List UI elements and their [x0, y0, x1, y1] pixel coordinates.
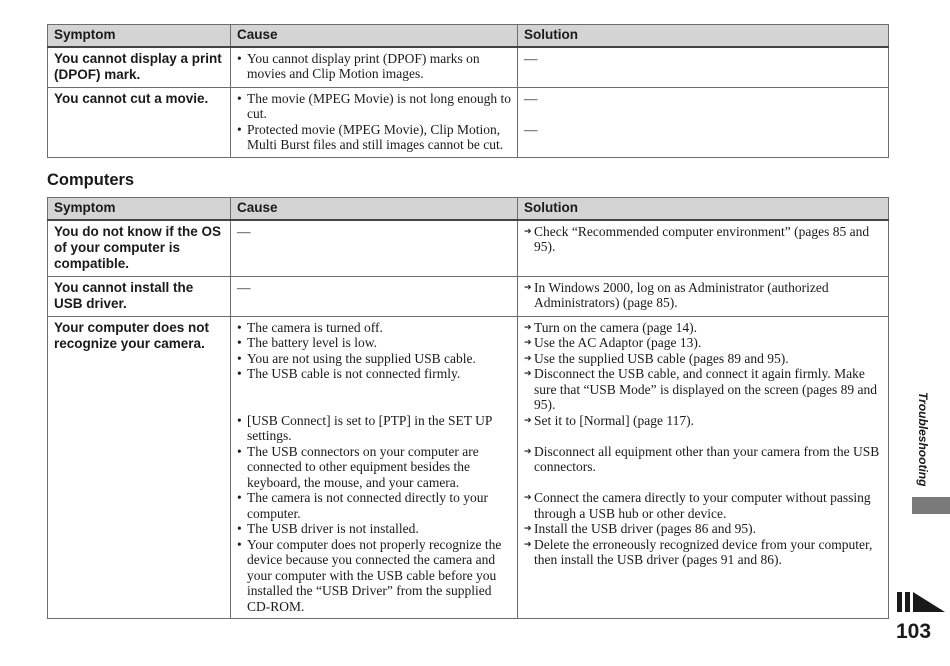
cause-item: • You cannot display print (DPOF) marks on movies and Clip Motion images.: [237, 50, 480, 81]
bullet-icon: •: [237, 90, 242, 106]
bullet-icon: •: [237, 366, 242, 381]
header-cause: Cause: [231, 25, 518, 47]
header-solution: Solution: [518, 198, 889, 220]
table-header-row: [48, 198, 889, 220]
bullet-icon: •: [237, 121, 242, 137]
solution-item: ➔ Set it to [Normal] (page 117).: [524, 412, 694, 428]
arrow-right-icon: ➔: [524, 338, 532, 348]
section-side-label: Troubleshooting: [916, 392, 930, 487]
cause-dash: —: [237, 279, 251, 295]
playback-troubleshooting-table: [47, 24, 889, 158]
bullet-icon: •: [237, 335, 242, 350]
solution-item: ➔ Disconnect the USB cable, and connect it again firmly. Make sure that “USB Mode” is displayed on the screen (pages 89 and 95).: [524, 366, 878, 412]
cause-cell: [231, 276, 518, 316]
solution-item: ➔ Check “Recommended computer environment” (pages 85 and 95).: [524, 223, 870, 254]
cause-item: • The movie (MPEG Movie) is not long enough to cut.: [237, 90, 511, 121]
solution-cell: [518, 220, 889, 277]
solution-cell: [518, 316, 889, 619]
arrow-right-icon: ➔: [524, 282, 532, 293]
bullet-icon: •: [237, 412, 242, 428]
cause-item: • The USB cable is not connected firmly.: [237, 366, 461, 381]
symptom-cell: You cannot display a print (DPOF) mark.: [48, 47, 231, 88]
table-row: [48, 47, 889, 88]
solution-dash: —: [524, 50, 538, 66]
solution-item: ➔ Use the supplied USB cable (pages 89 and 95).: [524, 350, 789, 366]
cause-cell: [231, 220, 518, 277]
cause-item: • The camera is turned off.: [237, 319, 383, 335]
solution-cell: [518, 276, 889, 316]
arrow-right-icon: ➔: [524, 493, 532, 503]
solution-cell: [518, 87, 889, 157]
header-symptom: Symptom: [48, 25, 231, 47]
solution-item: ➔ Use the AC Adaptor (page 13).: [524, 335, 702, 350]
cause-item: • The USB driver is not installed.: [237, 521, 419, 536]
header-solution: Solution: [518, 25, 889, 47]
table-row: [48, 316, 889, 619]
cause-item: • You are not using the supplied USB cable.: [237, 350, 476, 366]
cause-cell: [231, 316, 518, 619]
arrow-right-icon: ➔: [524, 369, 532, 379]
solution-item: ➔ Turn on the camera (page 14).: [524, 319, 697, 335]
page-number: 103: [896, 620, 932, 643]
arrow-right-icon: ➔: [524, 353, 532, 364]
header-cause: Cause: [231, 198, 518, 220]
cause-cell: [231, 87, 518, 157]
solution-item: ➔ Connect the camera directly to your computer without passing through a USB hub or other device.: [524, 490, 871, 521]
arrow-right-icon: ➔: [524, 415, 532, 426]
solution-dash: —: [524, 121, 538, 137]
table-row: [48, 276, 889, 316]
arrow-right-icon: ➔: [524, 446, 532, 457]
cause-item: • The battery level is low.: [237, 335, 377, 350]
symptom-cell: You do not know if the OS of your computer is compatible.: [48, 220, 231, 277]
solution-item: ➔ Install the USB driver (pages 86 and 95).: [524, 521, 756, 536]
bullet-icon: •: [237, 443, 242, 459]
bullet-icon: •: [237, 536, 242, 552]
solution-item: ➔ Disconnect all equipment other than your camera from the USB connectors.: [524, 443, 880, 474]
table-row: [48, 87, 889, 157]
symptom-cell: Your computer does not recognize your camera.: [48, 316, 231, 619]
arrow-right-icon: ➔: [524, 226, 532, 237]
bullet-icon: •: [237, 319, 242, 335]
computers-troubleshooting-table: [47, 197, 889, 619]
continued-arrow-icon: [897, 592, 945, 612]
section-title: Computers: [47, 171, 135, 189]
solution-item: ➔ In Windows 2000, log on as Administrator (authorized Administrators) (page 85).: [524, 279, 829, 310]
bullet-icon: •: [237, 50, 242, 66]
solution-dash: —: [524, 90, 538, 106]
arrow-right-icon: ➔: [524, 524, 532, 534]
cause-item: • Your computer does not properly recognize the device because you connected the camera and your computer with the USB cable before you installed the “USB Driver” from the supplied CD-ROM.: [237, 536, 502, 614]
arrow-right-icon: ➔: [524, 539, 532, 550]
table-header-row: [48, 25, 889, 47]
section-tab-marker: [912, 497, 950, 514]
cause-cell: [231, 47, 518, 88]
cause-item: • The USB connectors on your computer are connected to other equipment besides the keyboard, the mouse, and your camera.: [237, 443, 479, 490]
bullet-icon: •: [237, 521, 242, 536]
cause-item: • The camera is not connected directly to your computer.: [237, 490, 489, 521]
arrow-right-icon: ➔: [524, 322, 532, 333]
bullet-icon: •: [237, 490, 242, 505]
cause-dash: —: [237, 223, 251, 239]
symptom-cell: You cannot cut a movie.: [48, 87, 231, 157]
bullet-icon: •: [237, 350, 242, 366]
solution-cell: [518, 47, 889, 88]
cause-item: • [USB Connect] is set to [PTP] in the SET UP settings.: [237, 412, 492, 443]
solution-item: ➔ Delete the erroneously recognized device from your computer, then install the USB driver (pages 91 and 86).: [524, 536, 873, 567]
header-symptom: Symptom: [48, 198, 231, 220]
table-row: [48, 220, 889, 277]
symptom-cell: You cannot install the USB driver.: [48, 276, 231, 316]
cause-item: • Protected movie (MPEG Movie), Clip Motion, Multi Burst files and still images cannot be cut.: [237, 121, 504, 152]
